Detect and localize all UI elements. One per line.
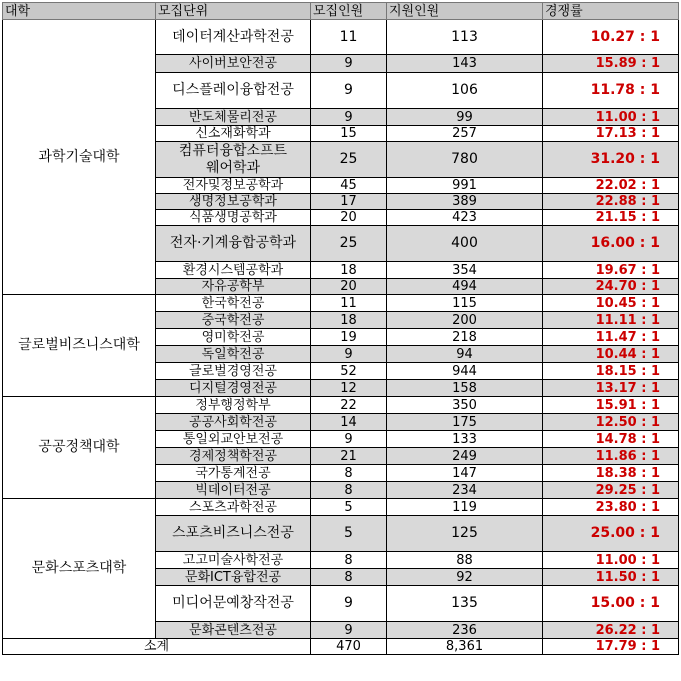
ratio-cell: 15.91 : 1 [543, 397, 679, 414]
recruit-cell: 8 [311, 482, 387, 499]
applicants-cell: 494 [387, 279, 543, 295]
ratio-cell: 25.00 : 1 [543, 516, 679, 552]
applicants-cell: 175 [387, 414, 543, 431]
ratio-cell: 11.47 : 1 [543, 329, 679, 346]
recruit-cell: 18 [311, 262, 387, 279]
applicants-cell: 234 [387, 482, 543, 499]
applicants-cell: 119 [387, 499, 543, 516]
unit-cell: 글로벌경영전공 [156, 363, 311, 380]
recruit-cell: 45 [311, 178, 387, 194]
ratio-cell: 11.00 : 1 [543, 552, 679, 569]
applicants-cell: 236 [387, 622, 543, 639]
ratio-cell: 11.50 : 1 [543, 569, 679, 586]
header-applicants: 지원인원 [387, 3, 543, 20]
unit-cell: 데이터계산과학전공 [156, 20, 311, 55]
ratio-cell: 13.17 : 1 [543, 380, 679, 397]
applicants-cell: 125 [387, 516, 543, 552]
ratio-cell: 23.80 : 1 [543, 499, 679, 516]
recruit-cell: 20 [311, 210, 387, 226]
unit-cell: 컴퓨터융합소프트웨어학과 [156, 142, 311, 178]
table-row [3, 499, 679, 516]
applicants-cell: 94 [387, 346, 543, 363]
ratio-cell: 29.25 : 1 [543, 482, 679, 499]
recruit-cell: 5 [311, 516, 387, 552]
unit-cell: 경제정책학전공 [156, 448, 311, 465]
header-ratio: 경쟁률 [543, 3, 679, 20]
ratio-cell: 11.11 : 1 [543, 312, 679, 329]
header-recruit: 모집인원 [311, 3, 387, 20]
total-applicants: 8,361 [387, 639, 543, 655]
unit-cell: 독일학전공 [156, 346, 311, 363]
ratio-cell: 15.89 : 1 [543, 55, 679, 73]
unit-cell: 한국학전공 [156, 295, 311, 312]
recruit-cell: 9 [311, 622, 387, 639]
recruit-cell: 22 [311, 397, 387, 414]
recruit-cell: 9 [311, 346, 387, 363]
ratio-cell: 15.00 : 1 [543, 586, 679, 622]
recruit-cell: 12 [311, 380, 387, 397]
applicants-cell: 944 [387, 363, 543, 380]
unit-cell: 스포츠비즈니스전공 [156, 516, 311, 552]
ratio-cell: 11.78 : 1 [543, 73, 679, 109]
applicants-cell: 249 [387, 448, 543, 465]
recruit-cell: 18 [311, 312, 387, 329]
applicants-cell: 991 [387, 178, 543, 194]
applicants-cell: 200 [387, 312, 543, 329]
applicants-cell: 780 [387, 142, 543, 178]
unit-cell: 신소재화학과 [156, 126, 311, 142]
ratio-cell: 12.50 : 1 [543, 414, 679, 431]
unit-cell: 전자·기계융합공학과 [156, 226, 311, 262]
unit-cell: 문화콘텐츠전공 [156, 622, 311, 639]
recruit-cell: 11 [311, 20, 387, 55]
table-row [3, 20, 679, 55]
ratio-cell: 16.00 : 1 [543, 226, 679, 262]
applicants-cell: 115 [387, 295, 543, 312]
unit-cell: 문화ICT융합전공 [156, 569, 311, 586]
ratio-cell: 10.44 : 1 [543, 346, 679, 363]
unit-cell: 전자및정보공학과 [156, 178, 311, 194]
applicants-cell: 88 [387, 552, 543, 569]
college-cell: 공공정책대학 [3, 397, 156, 499]
applicants-cell: 354 [387, 262, 543, 279]
ratio-cell: 22.02 : 1 [543, 178, 679, 194]
recruit-cell: 14 [311, 414, 387, 431]
applicants-cell: 92 [387, 569, 543, 586]
recruit-cell: 25 [311, 142, 387, 178]
applicants-cell: 257 [387, 126, 543, 142]
applicants-cell: 350 [387, 397, 543, 414]
unit-cell: 생명정보공학과 [156, 194, 311, 210]
college-cell: 글로벌비즈니스대학 [3, 295, 156, 397]
total-ratio: 17.79 : 1 [543, 639, 679, 655]
recruit-cell: 15 [311, 126, 387, 142]
applicants-cell: 158 [387, 380, 543, 397]
total-recruit: 470 [311, 639, 387, 655]
ratio-cell: 22.88 : 1 [543, 194, 679, 210]
unit-cell: 중국학전공 [156, 312, 311, 329]
unit-cell: 사이버보안전공 [156, 55, 311, 73]
header-unit: 모집단위 [156, 3, 311, 20]
unit-cell: 디스플레이융합전공 [156, 73, 311, 109]
ratio-cell: 21.15 : 1 [543, 210, 679, 226]
applicants-cell: 133 [387, 431, 543, 448]
unit-cell: 통일외교안보전공 [156, 431, 311, 448]
total-label: 소계 [3, 639, 311, 655]
recruit-cell: 21 [311, 448, 387, 465]
ratio-cell: 18.38 : 1 [543, 465, 679, 482]
ratio-cell: 24.70 : 1 [543, 279, 679, 295]
unit-cell: 빅데이터전공 [156, 482, 311, 499]
ratio-cell: 11.00 : 1 [543, 109, 679, 126]
recruit-cell: 8 [311, 552, 387, 569]
applicants-cell: 147 [387, 465, 543, 482]
unit-cell: 스포츠과학전공 [156, 499, 311, 516]
ratio-cell: 26.22 : 1 [543, 622, 679, 639]
unit-cell: 정부행정학부 [156, 397, 311, 414]
ratio-cell: 10.45 : 1 [543, 295, 679, 312]
recruit-cell: 5 [311, 499, 387, 516]
applicants-cell: 99 [387, 109, 543, 126]
ratio-cell: 10.27 : 1 [543, 20, 679, 55]
ratio-cell: 11.86 : 1 [543, 448, 679, 465]
recruit-cell: 11 [311, 295, 387, 312]
applicants-cell: 113 [387, 20, 543, 55]
header-college: 대학 [3, 3, 156, 20]
unit-cell: 미디어문예창작전공 [156, 586, 311, 622]
unit-cell: 반도체물리전공 [156, 109, 311, 126]
applicants-cell: 218 [387, 329, 543, 346]
ratio-cell: 19.67 : 1 [543, 262, 679, 279]
recruit-cell: 8 [311, 465, 387, 482]
recruit-cell: 25 [311, 226, 387, 262]
ratio-cell: 17.13 : 1 [543, 126, 679, 142]
applicants-cell: 400 [387, 226, 543, 262]
recruit-cell: 9 [311, 73, 387, 109]
applicants-cell: 135 [387, 586, 543, 622]
competition-rate-table [2, 2, 679, 655]
college-cell: 문화스포츠대학 [3, 499, 156, 639]
unit-cell: 디지털경영전공 [156, 380, 311, 397]
unit-cell: 식품생명공학과 [156, 210, 311, 226]
unit-cell: 공공사회학전공 [156, 414, 311, 431]
table-row [3, 397, 679, 414]
applicants-cell: 389 [387, 194, 543, 210]
recruit-cell: 17 [311, 194, 387, 210]
unit-cell: 자유공학부 [156, 279, 311, 295]
ratio-cell: 14.78 : 1 [543, 431, 679, 448]
unit-cell: 국가통계전공 [156, 465, 311, 482]
ratio-cell: 31.20 : 1 [543, 142, 679, 178]
unit-cell: 환경시스템공학과 [156, 262, 311, 279]
recruit-cell: 19 [311, 329, 387, 346]
table-body [3, 20, 679, 655]
unit-cell: 영미학전공 [156, 329, 311, 346]
applicants-cell: 423 [387, 210, 543, 226]
recruit-cell: 9 [311, 431, 387, 448]
recruit-cell: 52 [311, 363, 387, 380]
recruit-cell: 9 [311, 109, 387, 126]
applicants-cell: 106 [387, 73, 543, 109]
total-row [3, 639, 679, 655]
recruit-cell: 9 [311, 55, 387, 73]
college-cell: 과학기술대학 [3, 20, 156, 295]
recruit-cell: 20 [311, 279, 387, 295]
recruit-cell: 8 [311, 569, 387, 586]
ratio-cell: 18.15 : 1 [543, 363, 679, 380]
unit-cell: 고고미술사학전공 [156, 552, 311, 569]
recruit-cell: 9 [311, 586, 387, 622]
applicants-cell: 143 [387, 55, 543, 73]
header-row [3, 3, 679, 20]
table-row [3, 295, 679, 312]
